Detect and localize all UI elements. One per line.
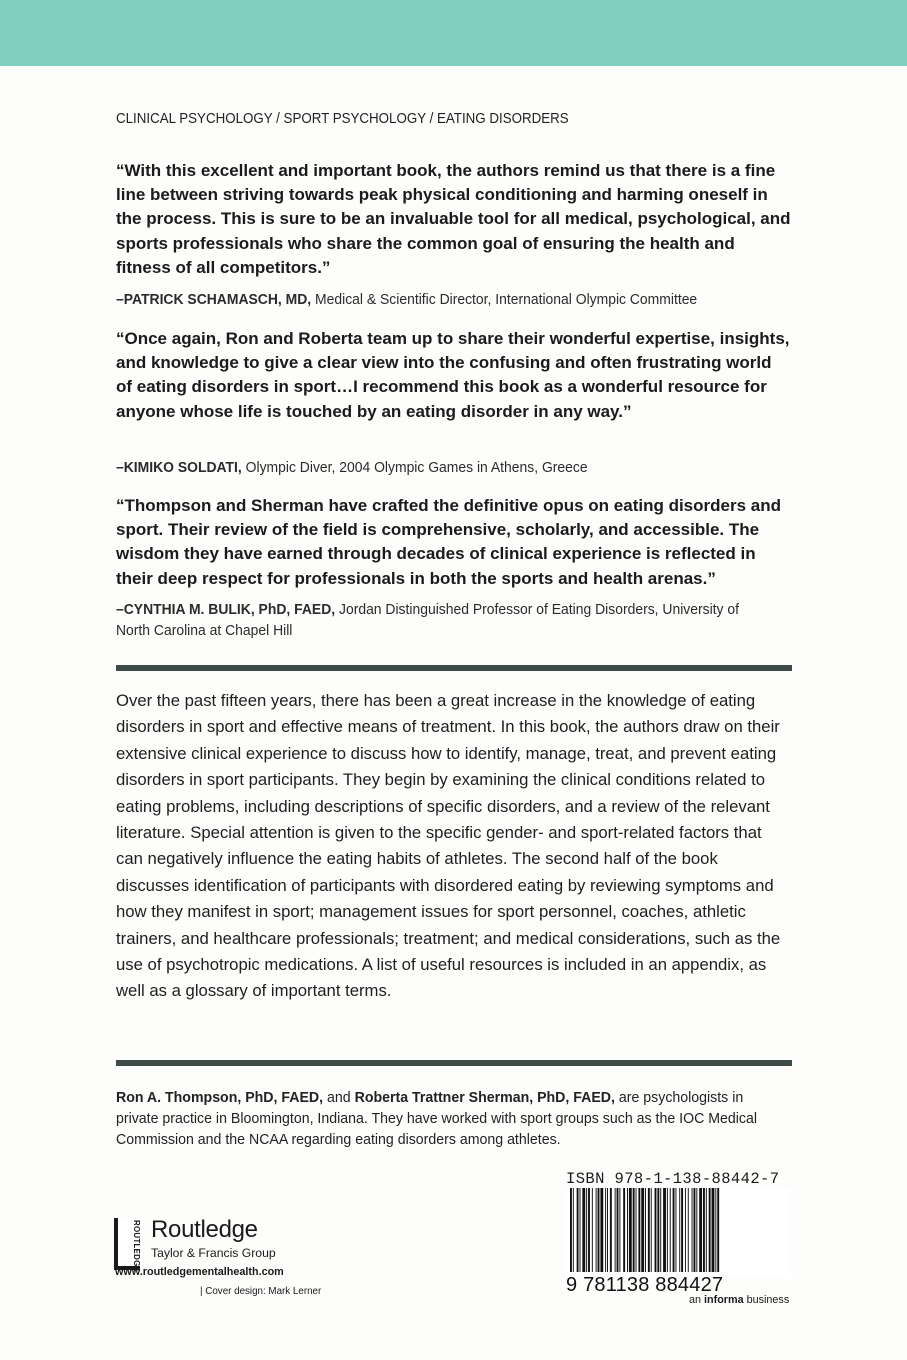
barcode-bar <box>679 1188 680 1272</box>
author-and: and <box>323 1090 355 1106</box>
informa-tagline <box>689 1294 789 1306</box>
barcode-digits: 9 781138 884427 <box>566 1274 724 1296</box>
author-name-2: Roberta Trattner Sherman, PhD, FAED, <box>354 1090 615 1106</box>
barcode-bar <box>660 1188 661 1272</box>
barcode-bar <box>651 1188 652 1272</box>
publisher-url[interactable]: www.routledgementalhealth.com <box>115 1266 284 1278</box>
author-name-1: Ron A. Thompson, PhD, FAED, <box>116 1090 324 1106</box>
barcode-bar <box>657 1188 659 1272</box>
informa-post: business <box>743 1294 790 1306</box>
section-divider-1 <box>116 665 792 671</box>
barcode-bar <box>607 1188 608 1272</box>
endorser-name-2: –KIMIKO SOLDATI, <box>116 460 242 476</box>
barcode-bar <box>655 1188 657 1272</box>
isbn-barcode <box>566 1188 790 1278</box>
endorser-name-1: –PATRICK SCHAMASCH, MD, <box>116 292 312 308</box>
barcode-bar <box>623 1188 625 1272</box>
book-description: Over the past fifteen years, there has been a great increase in the knowledge of eating disorders in sport and effective means of treatment. In this book, the authors draw on their extensive clinical experience to discuss how to identify, manage, treat, and prevent eating disorders in sport participants. They begin by examining the clinical conditions related to eating problems, including descriptions of specific disorders, and a review of the relevant literature. Special attention is given to the specific gender- and sport-related factors that can negatively influence the eating habits of athletes. The second half of the book discusses identification of participants with disordered eating by reviewing symptoms and how they manifest in sport; management issues for sport personnel, coaches, athletic trainers, and healthcare professionals; treatment; and medical considerations, such as the use of psychotropic medications. A list of useful resources is included in an appendix, as well as a glossary of important terms. <box>116 691 781 1001</box>
barcode-bar <box>627 1188 628 1272</box>
author-bio <box>116 1088 776 1151</box>
barcode-bar <box>570 1188 572 1272</box>
barcode-bar <box>692 1188 693 1272</box>
isbn-label: ISBN 978-1-138-88442-7 <box>566 1170 780 1188</box>
barcode-bar <box>582 1188 585 1272</box>
cover-credit: | Cover design: Mark Lerner <box>200 1286 322 1297</box>
informa-pre: an <box>689 1294 705 1306</box>
barcode-bar <box>596 1188 597 1272</box>
barcode-bar <box>633 1188 635 1272</box>
endorsement-quote-3: “Thompson and Sherman have crafted the definitive opus on eating disorders and sport. Their review of the field is comprehensive, scholarly, and accessible. The wisdom they have earned through decades of clinical experience is reflected in their deep respect for professionals in both the sports and health arenas.” <box>116 496 781 588</box>
endorser-title-2: Olympic Diver, 2004 Olympic Games in Athens, Greece <box>241 460 588 476</box>
barcode-bar <box>600 1188 603 1272</box>
barcode-bar <box>588 1188 590 1272</box>
endorsement-attribution-3 <box>116 600 769 642</box>
barcode-bar <box>573 1188 574 1272</box>
barcode-bar <box>577 1188 579 1272</box>
barcode-bar <box>592 1188 593 1272</box>
barcode-bar <box>712 1188 715 1272</box>
barcode-bar <box>610 1188 612 1272</box>
barcode-bar <box>703 1188 705 1272</box>
barcode-bar <box>638 1188 640 1272</box>
barcode-bar <box>685 1188 686 1272</box>
barcode-bar <box>636 1188 637 1272</box>
endorser-title-1: Medical & Scientific Director, International Olympic Committee <box>311 292 698 308</box>
barcode-bar <box>617 1188 619 1272</box>
barcode-bar <box>619 1188 620 1272</box>
barcode-bar <box>648 1188 650 1272</box>
barcode-bar <box>706 1188 707 1272</box>
publisher-name: Routledge <box>151 1216 258 1243</box>
barcode-bar <box>681 1188 683 1272</box>
informa-brand: informa <box>704 1294 744 1306</box>
endorsement-attribution-1 <box>116 290 769 311</box>
author-bio-text: are psychologists in private practice in Bloomington, Indiana. They have worked with sport groups such as the IOC Medical Commission and the NCAA regarding eating disorders among athletes. <box>116 1090 758 1148</box>
barcode-bar <box>688 1188 689 1272</box>
barcode-bar <box>670 1188 671 1272</box>
barcode-bar <box>605 1188 606 1272</box>
endorsement-quote-1: “With this excellent and important book, the authors remind us that there is a fine line between striving towards peak physical conditioning and harming oneself in the process. This is sure to be an invaluable tool for all medical, psychological, and sports professionals who share the common goal of ensuring the health and fitness of all competitors.” <box>116 161 791 277</box>
barcode-bar <box>675 1188 676 1272</box>
endorsement-quote-2: “Once again, Ron and Roberta team up to share their wonderful expertise, insights, and knowledge to give a clear view into the confusing and often frustrating world of eating disorders in sport…I recommend this book as a wonderful resource for anyone whose life is touched by an eating disorder in any way.” <box>116 329 790 421</box>
routledge-logo-mark: ROUTLEDGE <box>132 1220 141 1273</box>
endorser-title-3: Jordan Distinguished Professor of Eating Disorders, University of North Carolina at Chapel Hill <box>116 602 739 639</box>
barcode-bar <box>629 1188 632 1272</box>
barcode-bar <box>673 1188 675 1272</box>
barcode-bar <box>667 1188 668 1272</box>
publisher-group: Taylor & Francis Group <box>151 1246 276 1260</box>
barcode-bar <box>717 1188 719 1272</box>
barcode-bar <box>586 1188 587 1272</box>
top-color-band <box>0 0 907 66</box>
barcode-bar <box>598 1188 600 1272</box>
barcode-bar <box>696 1188 697 1272</box>
barcode-bar <box>615 1188 616 1272</box>
barcode-bar <box>580 1188 581 1272</box>
section-divider-2 <box>116 1060 792 1066</box>
barcode-bar <box>641 1188 644 1272</box>
barcode-bar <box>699 1188 702 1272</box>
category-line: CLINICAL PSYCHOLOGY / SPORT PSYCHOLOGY / EATING DISORDERS <box>116 111 569 127</box>
barcode-bar <box>709 1188 711 1272</box>
barcode-bar <box>645 1188 646 1272</box>
endorser-name-3: –CYNTHIA M. BULIK, PhD, FAED, <box>116 602 336 618</box>
barcode-bar <box>715 1188 716 1272</box>
barcode-bar <box>694 1188 696 1272</box>
routledge-logo-icon <box>114 1218 141 1273</box>
barcode-bar <box>663 1188 666 1272</box>
endorsement-attribution-2 <box>116 458 769 479</box>
